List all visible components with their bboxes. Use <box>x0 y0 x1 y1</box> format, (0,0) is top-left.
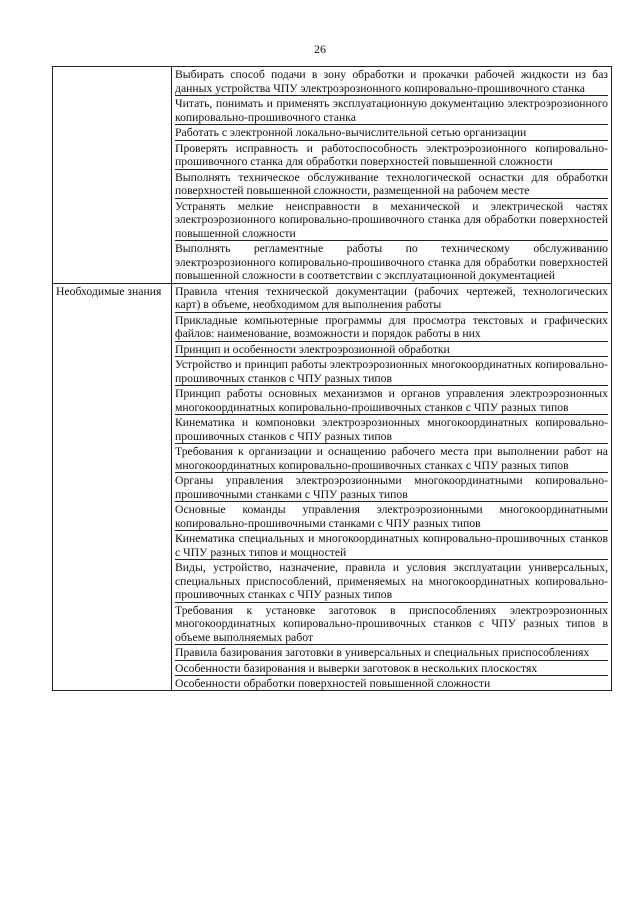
list-item: Особенности базирования и выверки заготовок в нескольких плоскостях <box>175 660 608 676</box>
list-item: Выполнять регламентные работы по техническому обслуживанию электроэрозионного копировально-прошивочного станка для обработки поверхностей повышенной сложности в соответствии с эксплуатационной документацией <box>175 242 608 282</box>
list-item: Требования к установке заготовок в приспособлениях электроэрозионных многокоординатных копировально-прошивочных станков с ЧПУ разных типов в объеме выполняемых работ <box>175 603 608 644</box>
knowledge-list <box>175 284 608 691</box>
list-item: Выполнять техническое обслуживание технологической оснастки для обработки поверхностей повышенной сложности, размещенной на рабочем месте <box>175 170 608 197</box>
table-row-knowledge <box>53 283 612 691</box>
section-label-skills <box>53 67 172 284</box>
requirements-table <box>52 66 612 691</box>
list-item: Правила чтения технической документации (рабочих чертежей, технологических карт) в объеме, необходимом для выполнения работы <box>175 284 608 311</box>
list-item: Требования к организации и оснащению рабочего места при выполнении работ на многокоординатных копировально-прошивочных станках с ЧПУ разных типов <box>175 445 608 472</box>
section-label-knowledge: Необходимые знания <box>53 283 172 691</box>
list-item: Принцип и особенности электроэрозионной обработки <box>175 341 608 357</box>
list-item: Виды, устройство, назначение, правила и условия эксплуатации универсальных, специальных приспособлений, применяемых на многокоординатных копировально-прошивочных станках с ЧПУ разных типов <box>175 561 608 601</box>
list-item: Устройство и принцип работы электроэрозионных многокоординатных копировально-прошивочных станков с ЧПУ разных типов <box>175 358 608 385</box>
list-item: Принцип работы основных механизмов и органов управления электроэрозионных многокоординатных копировально-прошивочных станков с ЧПУ разных типов <box>175 387 608 414</box>
table-row-skills <box>53 67 612 284</box>
list-item: Органы управления электроэрозионными многокоординатными копировально-прошивочными станками с ЧПУ разных типов <box>175 474 608 501</box>
list-item: Прикладные компьютерные программы для просмотра текстовых и графических файлов: наименование, возможности и порядок работы в них <box>175 313 608 340</box>
page-number: 26 <box>314 42 326 56</box>
skills-list <box>175 67 608 283</box>
knowledge-cell <box>172 283 612 691</box>
list-item: Особенности обработки поверхностей повышенной сложности <box>175 675 608 690</box>
list-item: Работать с электронной локально-вычислительной сетью организации <box>175 124 608 140</box>
list-item: Проверять исправность и работоспособность электроэрозионного копировально-прошивочного станка для обработки поверхностей повышенной сложности <box>175 141 608 168</box>
list-item: Устранять мелкие неисправности в механической и электрической частях электроэрозионного копировально-прошивочного станка для обработки поверхностей повышенной сложности <box>175 199 608 240</box>
list-item: Кинематика и компоновки электроэрозионных многокоординатных копировально-прошивочных станков с ЧПУ разных типов <box>175 416 608 443</box>
list-item: Читать, понимать и применять эксплуатационную документацию электроэрозионного копировально-прошивочного станка <box>175 97 608 124</box>
list-item: Основные команды управления электроэрозионными многокоординатными копировально-прошивочными станками с ЧПУ разных типов <box>175 503 608 530</box>
skills-cell <box>172 67 612 284</box>
list-item: Кинематика специальных и многокоординатных копировально-прошивочных станков с ЧПУ разных типов и мощностей <box>175 532 608 559</box>
list-item: Выбирать способ подачи в зону обработки и прокачки рабочей жидкости из баз данных устройства ЧПУ электроэрозионного копировально-прошивочного станка <box>175 68 608 95</box>
list-item: Правила базирования заготовки в универсальных и специальных приспособлениях <box>175 644 608 660</box>
